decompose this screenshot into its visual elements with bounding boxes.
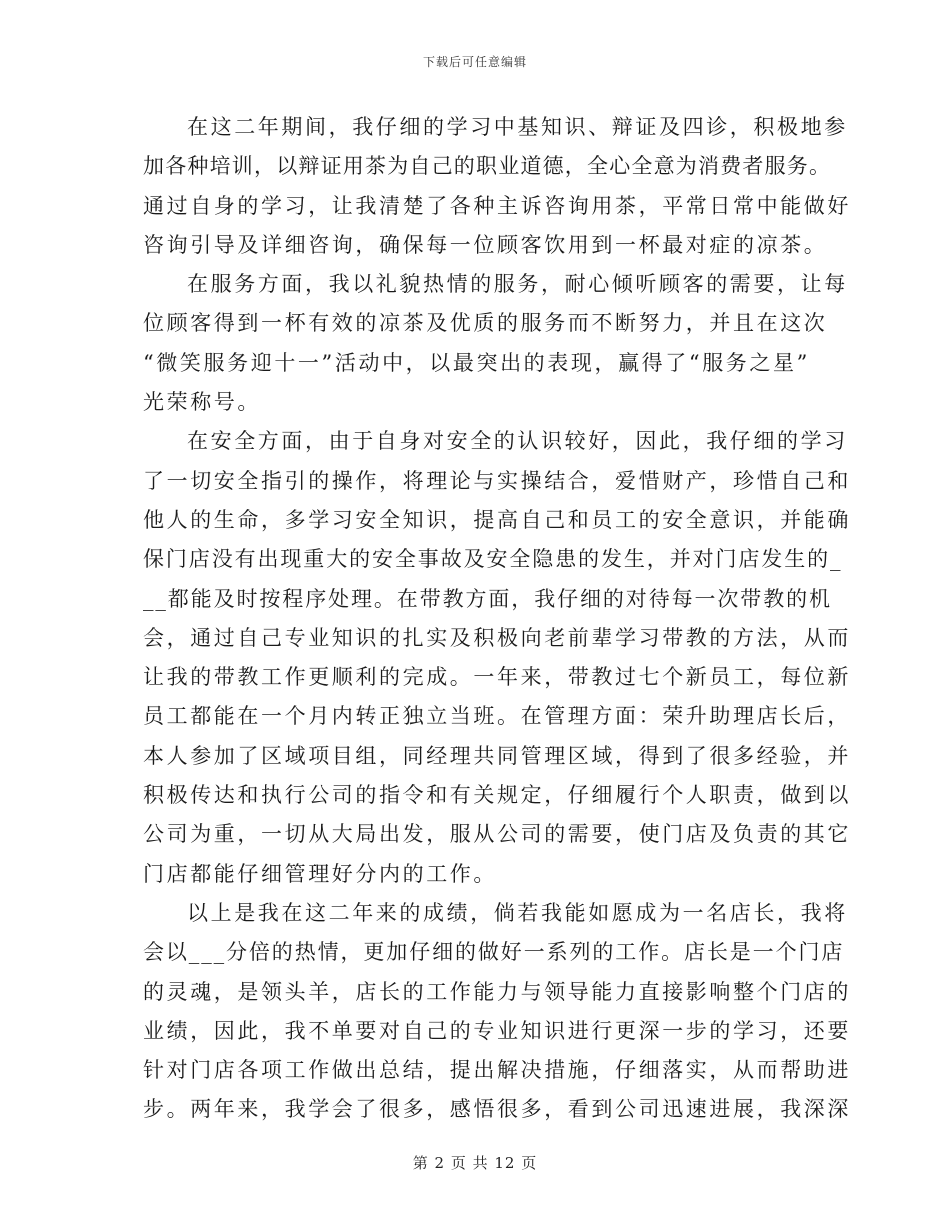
text-line: 公司为重，一切从大局出发，服从公司的需要，使门店及负责的其它 (143, 822, 851, 847)
text-line: 业绩，因此，我不单要对自己的专业知识进行更深一步的学习，还要 (143, 1018, 851, 1043)
text-line: 在服务方面，我以礼貌热情的服务，耐心倾听顾客的需要，让每 (187, 272, 848, 297)
text-line: “微笑服务迎十一”活动中，以最突出的表现，赢得了“服务之星” (143, 350, 810, 375)
text-line: __都能及时按程序处理。在带教方面，我仔细的对待每一次带教的机 (143, 586, 832, 611)
text-line: 以上是我在这二年来的成绩，倘若我能如愿成为一名店长，我将 (187, 900, 848, 925)
text-line: 了一切安全指引的操作，将理论与实操结合，爱惜财产，珍惜自己和 (143, 468, 851, 493)
text-line: 通过自身的学习，让我清楚了各种主诉咨询用茶，平常日常中能做好 (143, 193, 851, 218)
text-line: 的灵魂，是领头羊，店长的工作能力与领导能力直接影响整个门店的 (143, 979, 851, 1004)
text-line: 让我的带教工作更顺利的完成。一年来，带教过七个新员工，每位新 (143, 665, 851, 690)
page-footer: 第 2 页 共 12 页 (412, 1154, 538, 1172)
text-line: 本人参加了区域项目组，同经理共同管理区域，得到了很多经验，并 (143, 743, 851, 768)
text-line: 在安全方面，由于自身对安全的认识较好，因此，我仔细的学习 (187, 429, 848, 454)
text-line: 员工都能在一个月内转正独立当班。在管理方面：荣升助理店长后， (143, 704, 851, 729)
text-line: 光荣称号。 (143, 390, 261, 415)
text-line: 步。两年来，我学会了很多，感悟很多，看到公司迅速进展，我深深 (143, 1097, 851, 1122)
text-line: 门店都能仔细管理好分内的工作。 (143, 861, 497, 886)
text-line: 位顾客得到一杯有效的凉茶及优质的服务而不断努力，并且在这次 (143, 311, 828, 336)
text-line: 保门店没有出现重大的安全事故及安全隐患的发生，并对门店发生的_ (143, 547, 843, 572)
text-line: 咨询引导及详细咨询，确保每一位顾客饮用到一杯最对症的凉茶。 (143, 232, 828, 257)
text-line: 他人的生命，多学习安全知识，提高自己和员工的安全意识，并能确 (143, 507, 851, 532)
text-line: 会以___分倍的热情，更加仔细的做好一系列的工作。店长是一个门店 (143, 940, 845, 965)
page-header: 下载后可任意编辑 (422, 55, 527, 69)
text-line: 针对门店各项工作做出总结，提出解决措施，仔细落实，从而帮助进 (143, 1058, 851, 1083)
text-line: 会，通过自己专业知识的扎实及积极向老前辈学习带教的方法，从而 (143, 625, 851, 650)
text-line: 加各种培训，以辩证用茶为自己的职业道德，全心全意为消费者服务。 (143, 154, 832, 179)
text-line: 在这二年期间，我仔细的学习中基知识、辩证及四诊，积极地参 (187, 115, 848, 139)
text-line: 积极传达和执行公司的指令和有关规定，仔细履行个人职责，做到以 (143, 783, 851, 808)
document-body (143, 108, 851, 1130)
